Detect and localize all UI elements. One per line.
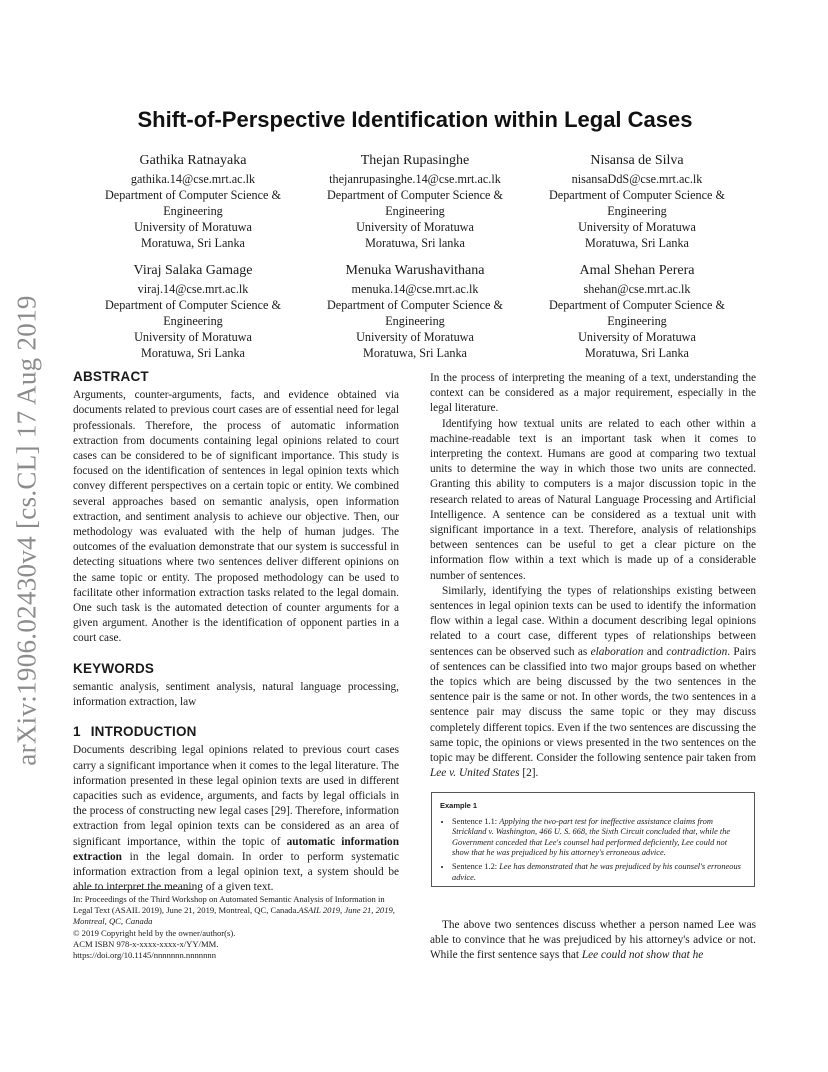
author-block: [526, 151, 748, 251]
text-run: In: Proceedings of the Third Workshop on Automated Semantic Analysis of Information in Legal Text (ASAIL 2019), June 21, 2019, Montreal, QC, Canada.: [73, 894, 385, 916]
author-name: Viraj Salaka Gamage: [133, 263, 253, 278]
sentence-text: Lee has demonstrated that he was prejudiced by his counsel's erroneous advice.: [452, 861, 741, 882]
author-email: viraj.14@cse.mrt.ac.lk: [137, 282, 249, 296]
authors-row-1: [82, 151, 748, 251]
author-email: gathika.14@cse.mrt.ac.lk: [130, 172, 256, 186]
author-loc: Moratuwa, Sri Lanka: [363, 346, 467, 360]
example-title: Example 1: [440, 801, 478, 810]
author-email: nisansaDdS@cse.mrt.ac.lk: [571, 172, 703, 186]
author-name: Menuka Warushavithana: [345, 263, 485, 278]
author-block: [82, 261, 304, 361]
authors-row-2: [82, 261, 748, 361]
author-block: [82, 151, 304, 251]
author-name: Nisansa de Silva: [590, 153, 684, 168]
author-name: Thejan Rupasinghe: [360, 153, 470, 168]
text-run: and: [643, 645, 667, 658]
text-run: elaboration: [590, 645, 644, 658]
author-univ: University of Moratuwa: [356, 330, 474, 344]
text-run: . Pairs of sentences can be classified into two major groups based on whether the topics which are being discussed by the two sentences in the sentence pair is the same or not. In other words, the two sentences in a sentence pair may discuss the same topic or they may discuss completely different topics. Even if the two sentences are discussing the same topic, the opinions or views presented in the two sentences on the topic may be different. Consider the following sentence pair taken from: [430, 645, 757, 765]
author-univ: University of Moratuwa: [356, 220, 474, 234]
bold-term: automatic information extraction: [73, 835, 399, 863]
example-box: [431, 792, 755, 887]
author-dept: Department of Computer Science & Engineering: [105, 298, 281, 328]
author-loc: Moratuwa, Sri lanka: [365, 236, 465, 250]
footnote-doi[interactable]: https://doi.org/10.1145/nnnnnnn.nnnnnnn: [73, 950, 216, 961]
author-email: shehan@cse.mrt.ac.lk: [583, 282, 691, 296]
author-univ: University of Moratuwa: [134, 330, 252, 344]
footnote-isbn: ACM ISBN 978-x-xxxx-xxxx-x/YY/MM.: [73, 938, 219, 949]
author-loc: Moratuwa, Sri Lanka: [585, 236, 689, 250]
text-run: contradiction: [666, 645, 728, 658]
keywords-text: semantic analysis, sentiment analysis, natural language processing, information extraction, law: [73, 680, 399, 709]
intro-paragraph: [430, 584, 756, 782]
example-item: [452, 817, 746, 859]
section-title: INTRODUCTION: [90, 724, 197, 740]
author-univ: University of Moratuwa: [134, 220, 252, 234]
footnote-proceedings: [73, 894, 403, 928]
sentence-label: Sentence 1.2:: [452, 861, 500, 871]
text-run: Lee could not show that he: [581, 949, 704, 962]
author-block: [526, 261, 748, 361]
author-dept: Department of Computer Science & Engineering: [549, 298, 725, 328]
text-run: Similarly, identifying the types of relationships existing between sentences in legal opinion texts can be used to identify the information flow within a legal case. Within a document describing legal opinions related to a court case, different types of relationships between sentences can be observed such as: [430, 584, 756, 658]
keywords-heading: KEYWORDS: [73, 660, 155, 676]
example-item: [452, 862, 746, 883]
author-dept: Department of Computer Science & Engineering: [327, 188, 503, 218]
sentence-text: Applying the two-part test for ineffective assistance claims from Strickland v. Washington, 466 U. S. 668, the Sixth Circuit concluded that, while the Government conceded that Lee's counsel had performed deficiently, Lee could not show that he was prejudiced by his attorney's erroneous advice.: [452, 816, 731, 858]
abstract-text: Arguments, counter-arguments, facts, and evidence obtained via documents related to previous court cases are of essential need for legal professionals. Therefore, the process of automatic information extraction from documents containing legal opinions related to court cases can be considered to be of significant importance. This study is focused on the identification of sentences in legal opinion texts which convey different perspectives on a certain topic or entity. We combined several approaches based on semantic analysis, open information extraction, and sentiment analysis to achieve our objective. Then, our methodology was evaluated with the help of human judges. The outcomes of the evaluation demonstrate that our system is successful in detecting situations where two sentences deliver different opinions on the same topic or entity. The proposed methodology can be used to facilitate other information extraction tasks related to the legal domain. One such task is the automated detection of counter arguments for a given argument. Another is the identification of opponent parties in a court case.: [73, 389, 399, 645]
author-name: Gathika Ratnayaka: [139, 153, 247, 168]
introduction-heading: [73, 724, 399, 739]
text-run: in the legal domain. In order to perform systematic information extraction from a legal opinion text, a system should be able to interpret the meaning of a given text.: [73, 850, 399, 894]
left-column: [73, 369, 399, 896]
author-loc: Moratuwa, Sri Lanka: [141, 236, 245, 250]
text-run: Lee v. United States: [430, 767, 520, 780]
right-column: [430, 371, 756, 781]
body-paragraph: [430, 918, 756, 964]
author-univ: University of Moratuwa: [578, 330, 696, 344]
author-email: thejanrupasinghe.14@cse.mrt.ac.lk: [329, 172, 501, 186]
arxiv-stamp: [4, 290, 50, 770]
author-dept: Department of Computer Science & Engineering: [105, 188, 281, 218]
intro-paragraph: Identifying how textual units are related to each other within a machine-readable text is an important task when it comes to interpreting the context. Humans are good at comparing two textual units to determine the way in which those two units are connected. Granting this ability to computers is a major discussion topic in the research related to areas of Natural Language Processing and Artificial Intelligence. A sentence can be considered as a textual unit with significant importance in a text. Therefore, analysis of relationships between sentences can be useful to get a clear picture on the information flow within a text which is made up of a considerable number of sentences.: [430, 417, 756, 582]
author-email: menuka.14@cse.mrt.ac.lk: [351, 282, 479, 296]
footnote-copyright: © 2019 Copyright held by the owner/author(s).: [73, 927, 236, 938]
arxiv-id: arXiv:1906.02430v4 [cs.CL] 17 Aug 2019: [11, 294, 42, 766]
author-dept: Department of Computer Science & Engineering: [327, 298, 503, 328]
text-run: ASAIL 2019, June 21, 2019, Montreal, QC, Canada: [73, 905, 395, 927]
sentence-label: Sentence 1.1:: [452, 816, 500, 826]
footnote-rule: [73, 889, 193, 890]
author-block: [304, 151, 526, 251]
author-block: [304, 261, 526, 361]
paper-title: Shift-of-Perspective Identification within Legal Cases: [137, 107, 693, 132]
author-univ: University of Moratuwa: [578, 220, 696, 234]
author-loc: Moratuwa, Sri Lanka: [141, 346, 245, 360]
section-number: 1: [73, 724, 81, 740]
footnote: [73, 894, 403, 961]
text-run: The above two sentences discuss whether a person named Lee was able to convince that he was prejudiced by his attorney's advice or not. While the first sentence says that: [430, 919, 756, 962]
text-run: [2].: [519, 767, 539, 780]
author-dept: Department of Computer Science & Engineering: [549, 188, 725, 218]
author-loc: Moratuwa, Sri Lanka: [585, 346, 689, 360]
author-name: Amal Shehan Perera: [579, 263, 695, 278]
abstract-heading: ABSTRACT: [73, 369, 149, 384]
after-example-text: [430, 918, 756, 964]
intro-paragraph: [73, 743, 399, 895]
text-run: Documents describing legal opinions related to previous court cases carry a significant importance when it comes to the legal literature. The information presented in these legal opinion texts are used in different capacities such as evidence, arguments, and facts by legal officials in the process of constructing new legal cases [29]. Therefore, information extraction from legal opinion texts can be considered as an area of significant importance, within the topic of: [73, 744, 399, 848]
intro-paragraph: In the process of interpreting the meaning of a text, understanding the context can be considered as a major requirement, especially in the legal literature.: [430, 372, 756, 415]
example-list: [440, 817, 746, 884]
